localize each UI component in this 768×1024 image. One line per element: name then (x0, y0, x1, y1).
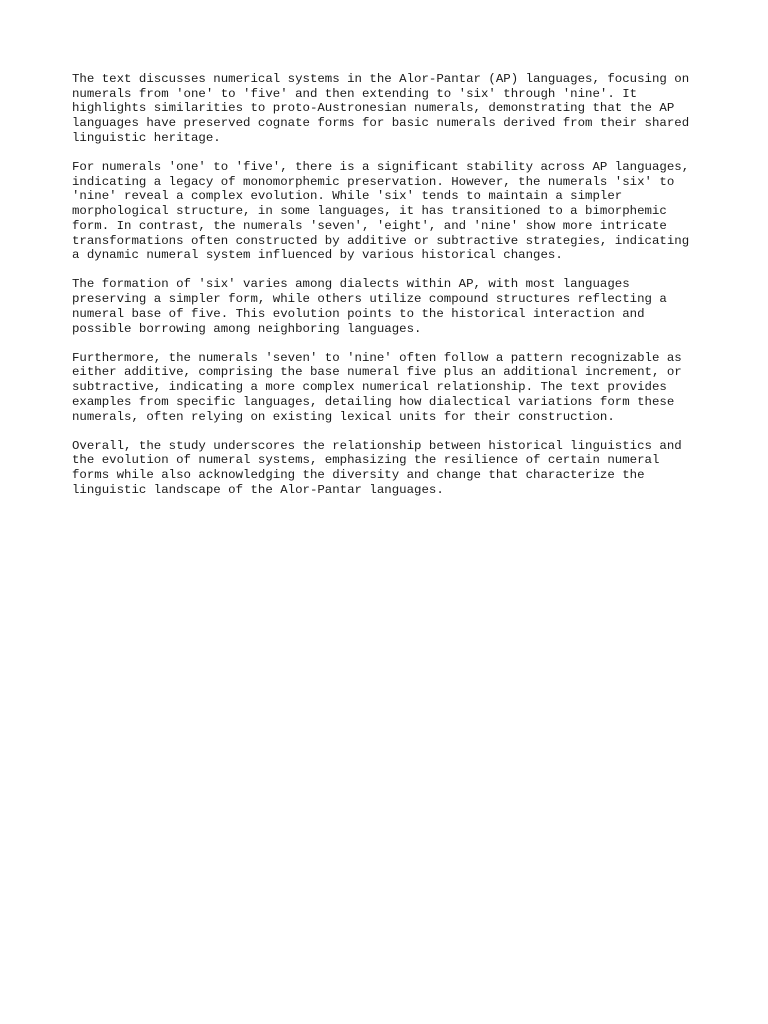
paragraph-conclusion: Overall, the study underscores the relationship between historical linguistics and the evolution of numeral systems, emphasizing the resilience of certain numeral forms while also acknowledging the diversity and change that characterize the linguistic landscape of the Alor-Pantar languages. (72, 438, 682, 497)
paragraph-six-formation: The formation of 'six' varies among dialects within AP, with most languages preserving a simpler form, while others utilize compound structures reflecting a numeral base of five. This evolution points to the historical interaction and possible borrowing among neighboring languages. (72, 277, 667, 336)
paragraph-intro: The text discusses numerical systems in the Alor-Pantar (AP) languages, focusing on numerals from 'one' to 'five' and then extending to 'six' through 'nine'. It highlights similarities to proto-Austronesian numerals, demonstrating that the AP languages have preserved cognate forms for basic numerals derived from their shared linguistic heritage. (72, 72, 690, 145)
paragraph-one-to-five: For numerals 'one' to 'five', there is a significant stability across AP languages, indicating a legacy of monomorphemic preservation. However, the numerals 'six' to 'nine' reveal a complex evolution. While 'six' tends to maintain a simpler morphological structure, in some languages, it has transitioned to a bimorphemic form. In contrast, the numerals 'seven', 'eight', and 'nine' show more intricate transformations often constructed by additive or subtractive strategies, indicating a dynamic numeral system influenced by various historical changes. (72, 160, 690, 263)
document-body (72, 72, 702, 512)
paragraph-seven-to-nine: Furthermore, the numerals 'seven' to 'nine' often follow a pattern recognizable as either additive, comprising the base numeral five plus an additional increment, or subtractive, indicating a more complex numerical relationship. The text provides examples from specific languages, detailing how dialectical variations form these numerals, often relying on existing lexical units for their construction. (72, 350, 682, 424)
